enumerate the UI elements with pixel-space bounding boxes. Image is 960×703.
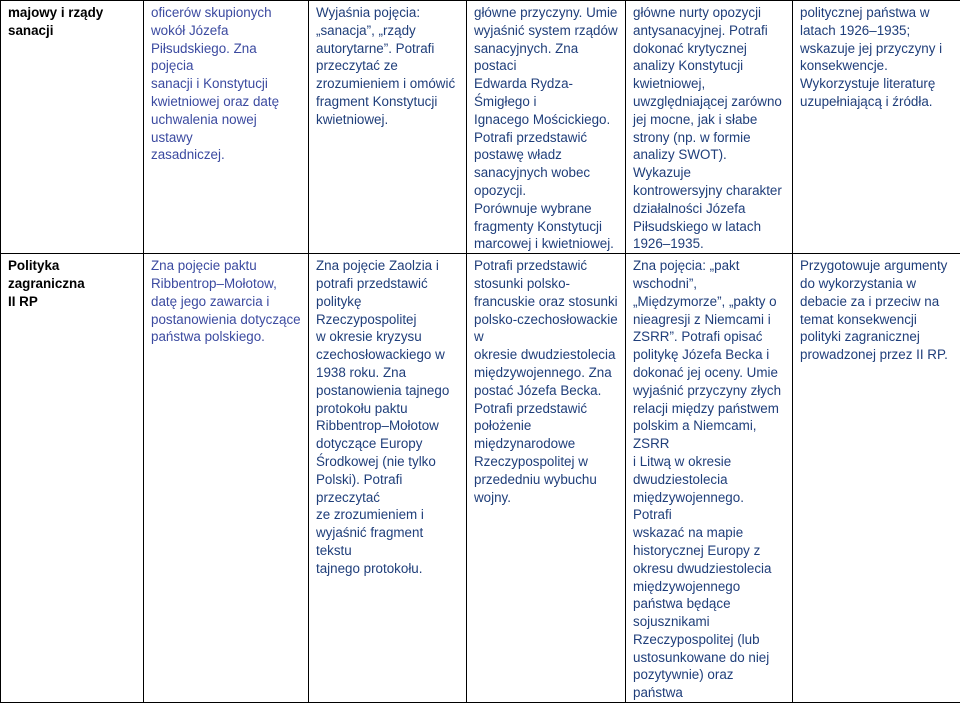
topic-cell: majowy i rządy sanacji bbox=[1, 1, 144, 254]
sufficient-requirements-cell: Wyjaśnia pojęcia: „sanacja”, „rządy autorytarne”. Potrafi przeczytać ze zrozumieniem i omówić fragment Konstytucji kwietniowej. bbox=[309, 1, 467, 254]
topic-cell: Polityka zagraniczna II RP bbox=[1, 254, 144, 703]
table-row bbox=[1, 254, 960, 703]
sufficient-requirements-cell: Zna pojęcie Zaolzia i potrafi przedstawić politykę Rzeczypospolitej w okresie kryzysu czechosłowackiego w 1938 roku. Zna postanowienia tajnego protokołu paktu Ribbentrop‒Mołotow dotyczące Europy Środkowej (nie tylko Polski). Potrafi przeczytać ze zrozumieniem i wyjaśnić fragment tekstu tajnego protokołu. bbox=[309, 254, 467, 703]
basic-requirements-cell: oficerów skupionych wokół Józefa Piłsudskiego. Zna pojęcia sanacji i Konstytucji kwietniowej oraz datę uchwalenia nowej ustawy zasadniczej. bbox=[144, 1, 309, 254]
excellent-requirements-cell: Przygotowuje argumenty do wykorzystania w debacie za i przeciw na temat konsekwencji polityki zagranicznej prowadzonej przez II RP. bbox=[793, 254, 960, 703]
very-good-requirements-cell: główne nurty opozycji antysanacyjnej. Potrafi dokonać krytycznej analizy Konstytucji kwietniowej, uwzględniającej zarówno jej mocne, jak i słabe strony (np. w formie analizy SWOT). Wykazuje kontrowersyjny charakter działalności Józefa Piłsudskiego w latach 1926‒1935. bbox=[626, 1, 793, 254]
very-good-requirements-cell: Zna pojęcia: „pakt wschodni”, „Międzymorze”, „pakty o nieagresji z Niemcami i ZSRR”. Potrafi opisać politykę Józefa Becka i dokonać jej oceny. Umie wyjaśnić przyczyny złych relacji między państwem polskim a Niemcami, ZSRR i Litwą w okresie dwudziestolecia międzywojennego. Potrafi wskazać na mapie historycznej Europy z okresu dwudziestolecia międzywojennego państwa będące sojusznikami Rzeczypospolitej (lub ustosunkowane do niej pozytywnie) oraz państwa bbox=[626, 254, 793, 703]
table-row bbox=[1, 1, 960, 254]
excellent-requirements-cell: politycznej państwa w latach 1926‒1935; wskazuje jej przyczyny i konsekwencje. Wykorzystuje literaturę uzupełniającą i źródła. bbox=[793, 1, 960, 254]
basic-requirements-cell: Zna pojęcie paktu Ribbentrop‒Mołotow, datę jego zawarcia i postanowienia dotyczące państwa polskiego. bbox=[144, 254, 309, 703]
good-requirements-cell: Potrafi przedstawić stosunki polsko- francuskie oraz stosunki polsko-czechosłowackie w okresie dwudziestolecia międzywojennego. Zna postać Józefa Becka. Potrafi przedstawić położenie międzynarodowe Rzeczypospolitej w przededniu wybuchu wojny. bbox=[467, 254, 626, 703]
good-requirements-cell: główne przyczyny. Umie wyjaśnić system rządów sanacyjnych. Zna postaci Edwarda Rydza-Śmigłego i Ignacego Mościckiego. Potrafi przedstawić postawę władz sanacyjnych wobec opozycji. Porównuje wybrane fragmenty Konstytucji marcowej i kwietniowej. bbox=[467, 1, 626, 254]
